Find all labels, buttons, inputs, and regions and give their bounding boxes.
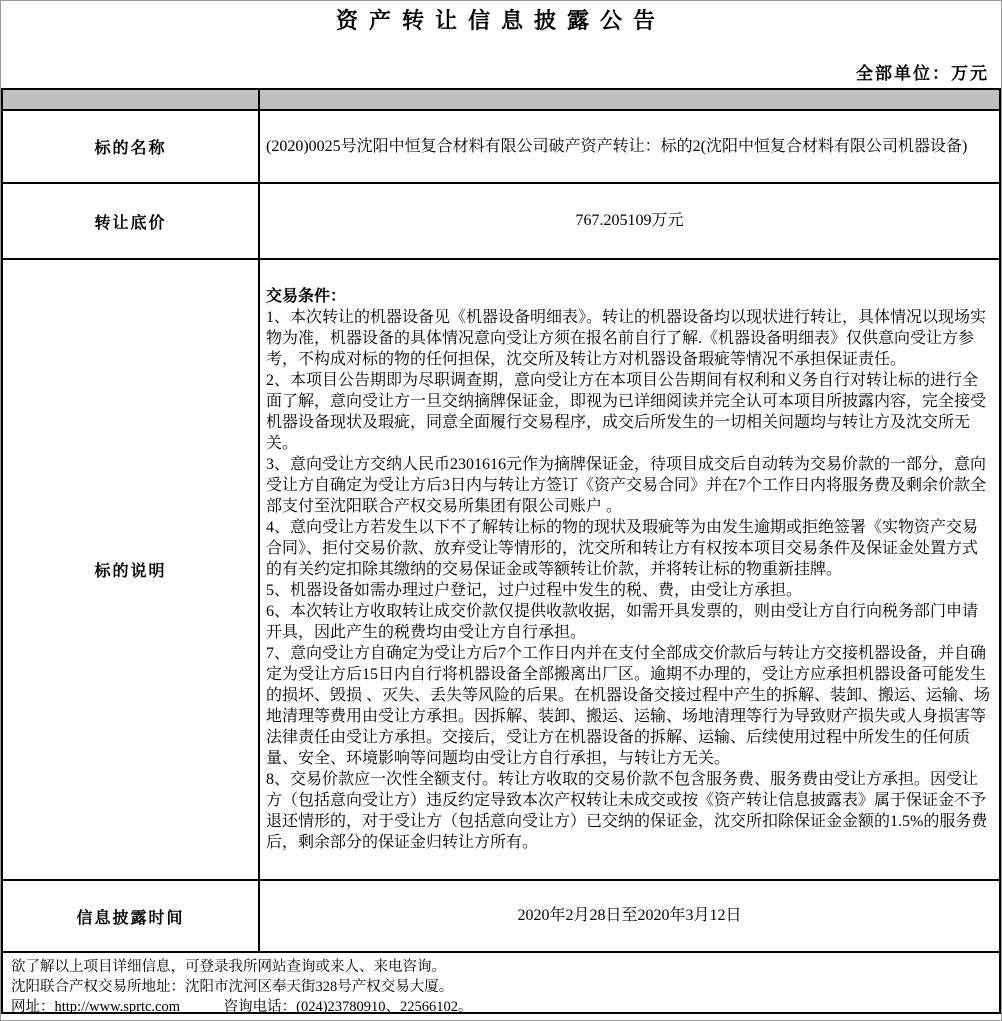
row-value [260,260,999,879]
condition-item-4: 4、意向受让方若发生以下不了解转让标的物的现状及瑕疵等为由发生逾期或拒绝签署《实物资产交易合同》、拒付交易价款、放弃受让等情形的，沈交所和转让方有权按本项目交易条件及保证金处置方式的有关约定扣除其缴纳的交易保证金或等额转让价款，并将转让标的物重新挂牌。 [266,519,979,578]
condition-item-1: 1、本次转让的机器设备见《机器设备明细表》。转让的机器设备均以现状进行转让，具体情况以现场实物为准，机器设备的具体情况意向受让方须在报名前自行了解.《机器设备明细表》仅供意向受让方参考，不构成对标的物的任何担保，沈交所及转让方对机器设备瑕疵等情况不承担保证责任。 [266,309,987,368]
row-value [260,881,999,951]
row-label: 转让底价 [3,184,260,258]
trade-conditions-heading: 交易条件： [266,288,347,305]
condition-item-3: 3、意向受让方交纳人民币2301616元作为摘牌保证金，待项目成交后自动转为交易价款的一部分，意向受让方自确定为受让方后3日内与转让方签订《资产交易合同》并在7个工作日内将服务费及剩余价款全部支付至沈阳联合产权交易所集团有限公司账户 。 [266,456,987,515]
condition-item-2: 2、本项目公告期即为尽职调查期，意向受让方在本项目公告期间有权利和义务自行对转让标的进行全面了解，意向受让方一旦交纳摘牌保证金，即视为已详细阅读并完全认可本项目所披露内容，完全接受机器设备现状及瑕疵，同意全面履行交易程序，成交后所发生的一切相关问题均与转让方及沈交所无关。 [266,372,987,452]
page-title: 资产转让信息披露公告 [335,8,666,33]
footer-note-line-3 [11,997,991,1017]
table-row-floor-price [3,184,999,260]
disclosure-period-text: 2020年2月28日至2020年3月12日 [517,907,742,924]
table-row-disclosure-period [3,881,999,953]
header-bar-cell-left [3,90,260,109]
floor-price-text: 767.205109万元 [575,212,684,229]
row-value [260,184,999,258]
row-label: 标的名称 [3,111,260,182]
footer-notes [3,953,999,1015]
row-label: 标的说明 [3,260,260,879]
disclosure-table [1,88,1001,1014]
condition-item-5: 5、机器设备如需办理过户登记，过户过程中发生的税、费，由受让方承担。 [266,582,803,599]
header-bar-cell-right [260,90,999,109]
row-label: 信息披露时间 [3,881,260,951]
subject-name-text: (2020)0025号沈阳中恒复合材料有限公司破产资产转让：标的2(沈阳中恒复合材料有限公司机器设备) [266,137,968,155]
footer-website: 网址：http://www.sprtc.com [11,999,181,1015]
footer-note-line-1: 欲了解以上项目详细信息，可登录我所网站查询或来人、来电咨询。 [11,959,446,975]
table-row-subject-name [3,111,999,184]
footer-note-line-2: 沈阳联合产权交易所地址：沈阳市沈河区奉天街328号产权交易大厦。 [11,979,454,995]
row-value [260,111,999,182]
table-header-bar [3,90,999,111]
table-row-subject-description [3,260,999,881]
trade-conditions [266,286,991,853]
condition-item-7: 7、意向受让方自确定为受让方后7个工作日内并在支付全部成交价款后与转让方交接机器设备，并自确定为受让方后15日内自行将机器设备全部搬离出厂区。逾期不办理的，受让方应承担机器设备可能发生的损坏、毁损 、灭失、丢失等风险的后果。在机器设备交接过程中产生的拆解、装卸、搬运、运输、场地清理等费用由受让方承担。因拆解、装卸、搬运、运输、场地清理等行为导致财产损失或人身损害等法律责任由受让方承担。交接后，受让方在机器设备的拆解、运输、后续使用过程中所发生的任何质量、安全、环境影响等问题均由受让方自行承担，与转让方无关。 [266,645,991,767]
unit-note: 全部单位：万元 [856,64,989,83]
condition-item-6: 6、本次转让方收取转让成交价款仅提供收款收据，如需开具发票的，则由受让方自行向税务部门申请开具，因此产生的税费均由受让方自行承担。 [266,603,979,641]
footer-phone: 咨询电话：(024)23780910、22566102。 [223,999,473,1015]
condition-item-8: 8、交易价款应一次性全额支付。转让方收取的交易价款不包含服务费、服务费由受让方承担。因受让方（包括意向受让方）违反约定导致本次产权转让未成交或按《资产转让信息披露表》属于保证金不予退还情形的，对于受让方（包括意向受让方）已交纳的保证金，沈交所扣除保证金金额的1.5%的服务费后，剩余部分的保证金归转让方所有。 [266,771,988,851]
